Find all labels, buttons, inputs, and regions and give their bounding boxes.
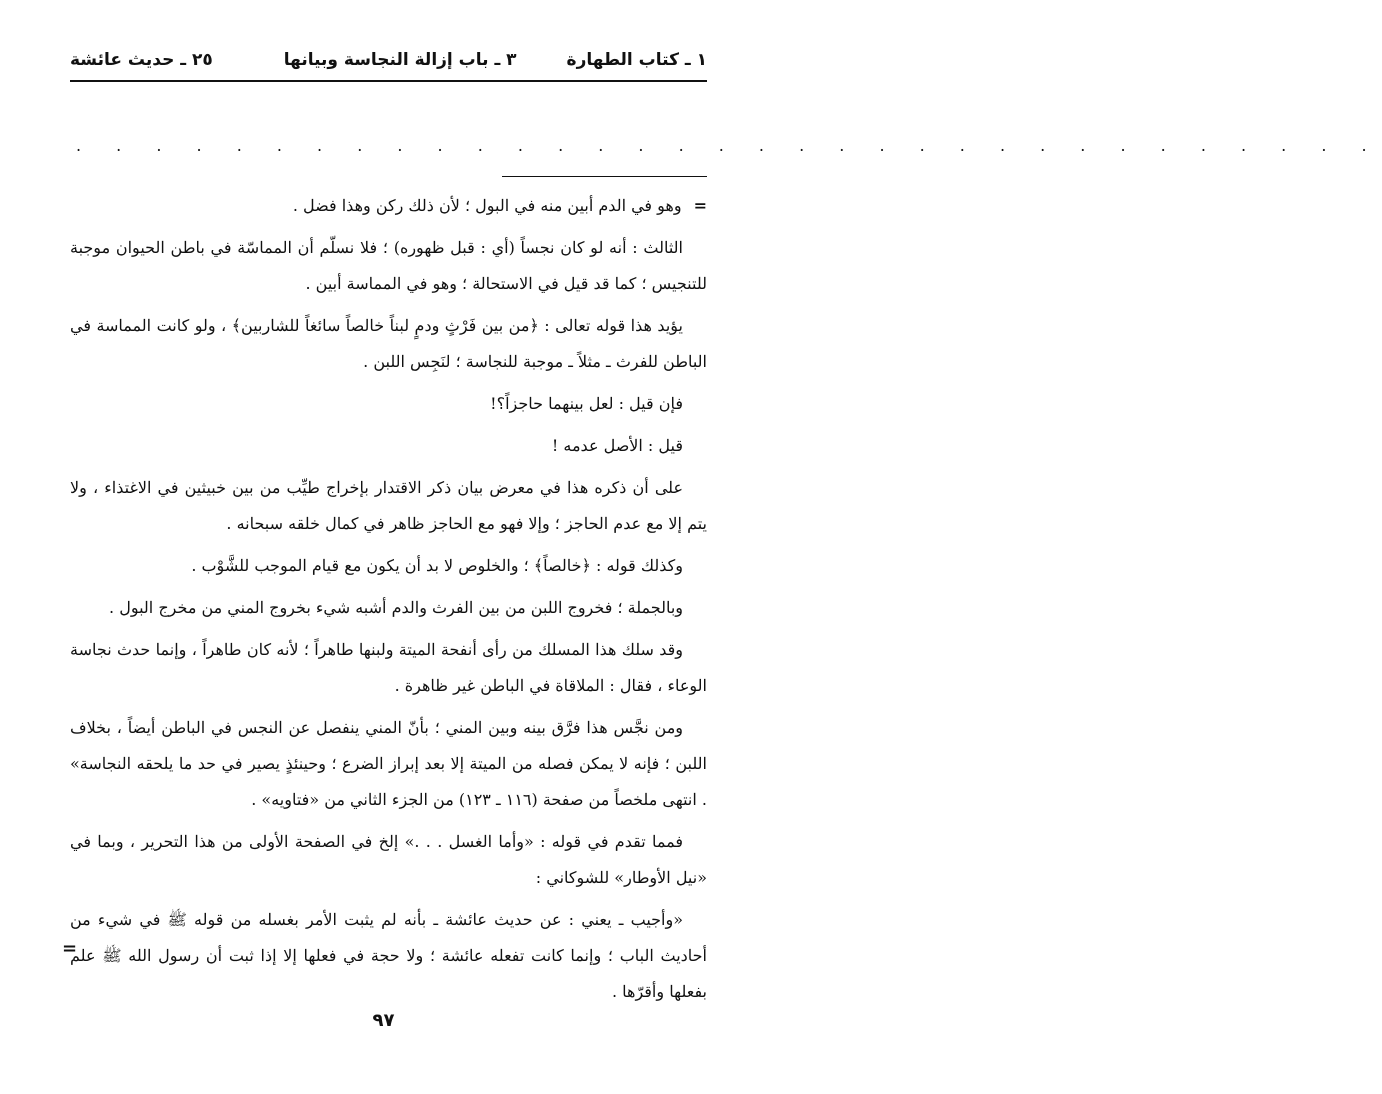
page-number: ٩٧ — [372, 1010, 395, 1031]
page-header — [70, 44, 707, 84]
paragraph: وكذلك قوله : ﴿خالصاً﴾ ؛ والخلوص لا بد أن يكون مع قيام الموجب للشَّوْب . — [191, 556, 683, 575]
continuation-mark-end: = — [62, 938, 78, 959]
paragraph: الثالث : أنه لو كان نجساً (أي : قبل ظهوره) ؛ فلا نسلّم أن المماسّة في باطن الحيوان موجبة للتنجيس ؛ كما قد قيل في الاستحالة ؛ وهو في المماسة أبين . — [70, 238, 707, 293]
paragraph: ومن نجَّس هذا فرَّق بينه وبين المني ؛ بأنّ المني ينفصل عن النجس في الباطن أيضاً ، بخلاف اللبن ؛ فإنه لا يمكن فصله من الميتة إلا بعد إبراز الضرع ؛ وحينئذٍ يصير في حد ما يلحقه النجاسة» . انتهى ملخصاً من صفحة (١١٦ ـ ١٢٣) من الجزء الثاني من «فتاويه» . — [70, 718, 707, 809]
header-chapter-title: ٣ ـ باب إزالة النجاسة وبيانها — [283, 50, 517, 70]
paragraph: فمما تقدم في قوله : «وأما الغسل . . .» إلخ في الصفحة الأولى من هذا التحرير ، وبما في «نيل الأوطار» للشوكاني : — [70, 832, 707, 887]
paragraph: فإن قيل : لعل بينهما حاجزاً؟! — [490, 394, 683, 413]
paragraph: يؤيد هذا قوله تعالى : ﴿من بين فَرْثٍ ودمٍ لبناً خالصاً سائغاً للشاربين﴾ ، ولو كانت المماسة في الباطن للفرث ـ مثلاً ـ موجبة للنجاسة ؛ لنَجِس اللبن . — [70, 316, 707, 371]
paragraph: «وأجيب ـ يعني : عن حديث عائشة ـ بأنه لم يثبت الأمر بغسله من قوله ﷺ في شيء من أحاديث الباب ؛ وإنما كانت تفعله عائشة ؛ ولا حجة في فعلها إلا إذا ثبت أن رسول الله ﷺ علم بفعلها وأقرّها . — [70, 910, 707, 1001]
paragraph: قيل : الأصل عدمه ! — [551, 436, 683, 455]
paragraph: وبالجملة ؛ فخروج اللبن من بين الفرث والدم أشبه شيء بخروج المني من مخرج البول . — [109, 598, 683, 617]
paragraph-text: وهو في الدم أبين منه في البول ؛ لأن ذلك ركن وهذا فضل . — [292, 196, 682, 215]
page-body — [70, 188, 707, 1016]
header-hadith-title: ٢٥ ـ حديث عائشة — [70, 50, 213, 70]
header-book-title: ١ ـ كتاب الطهارة — [566, 50, 707, 70]
paragraph: وقد سلك هذا المسلك من رأى أنفحة الميتة ولبنها طاهراً ؛ لأنه كان طاهراً ، وإنما حدث نجاسة الوعاء ، فقال : الملاقاة في الباطن غير ظاهرة . — [70, 640, 707, 695]
header-divider — [70, 80, 707, 82]
footnote-divider — [502, 176, 707, 177]
paragraph — [70, 188, 707, 224]
continuation-mark: = — [693, 196, 707, 215]
paragraph: على أن ذكره هذا في معرض بيان ذكر الاقتدار بإخراج طيِّب من بين خبيثين في الاغتذاء ، ولا يتم إلا مع عدم الحاجز ؛ وإلا فهو مع الحاجز ظاهر في كمال خلقه سبحانه . — [70, 478, 707, 533]
separator-dots: . . . . . . . . . . . . . . . . . . . . . . . . . . . . . . . . . — [76, 136, 1382, 155]
